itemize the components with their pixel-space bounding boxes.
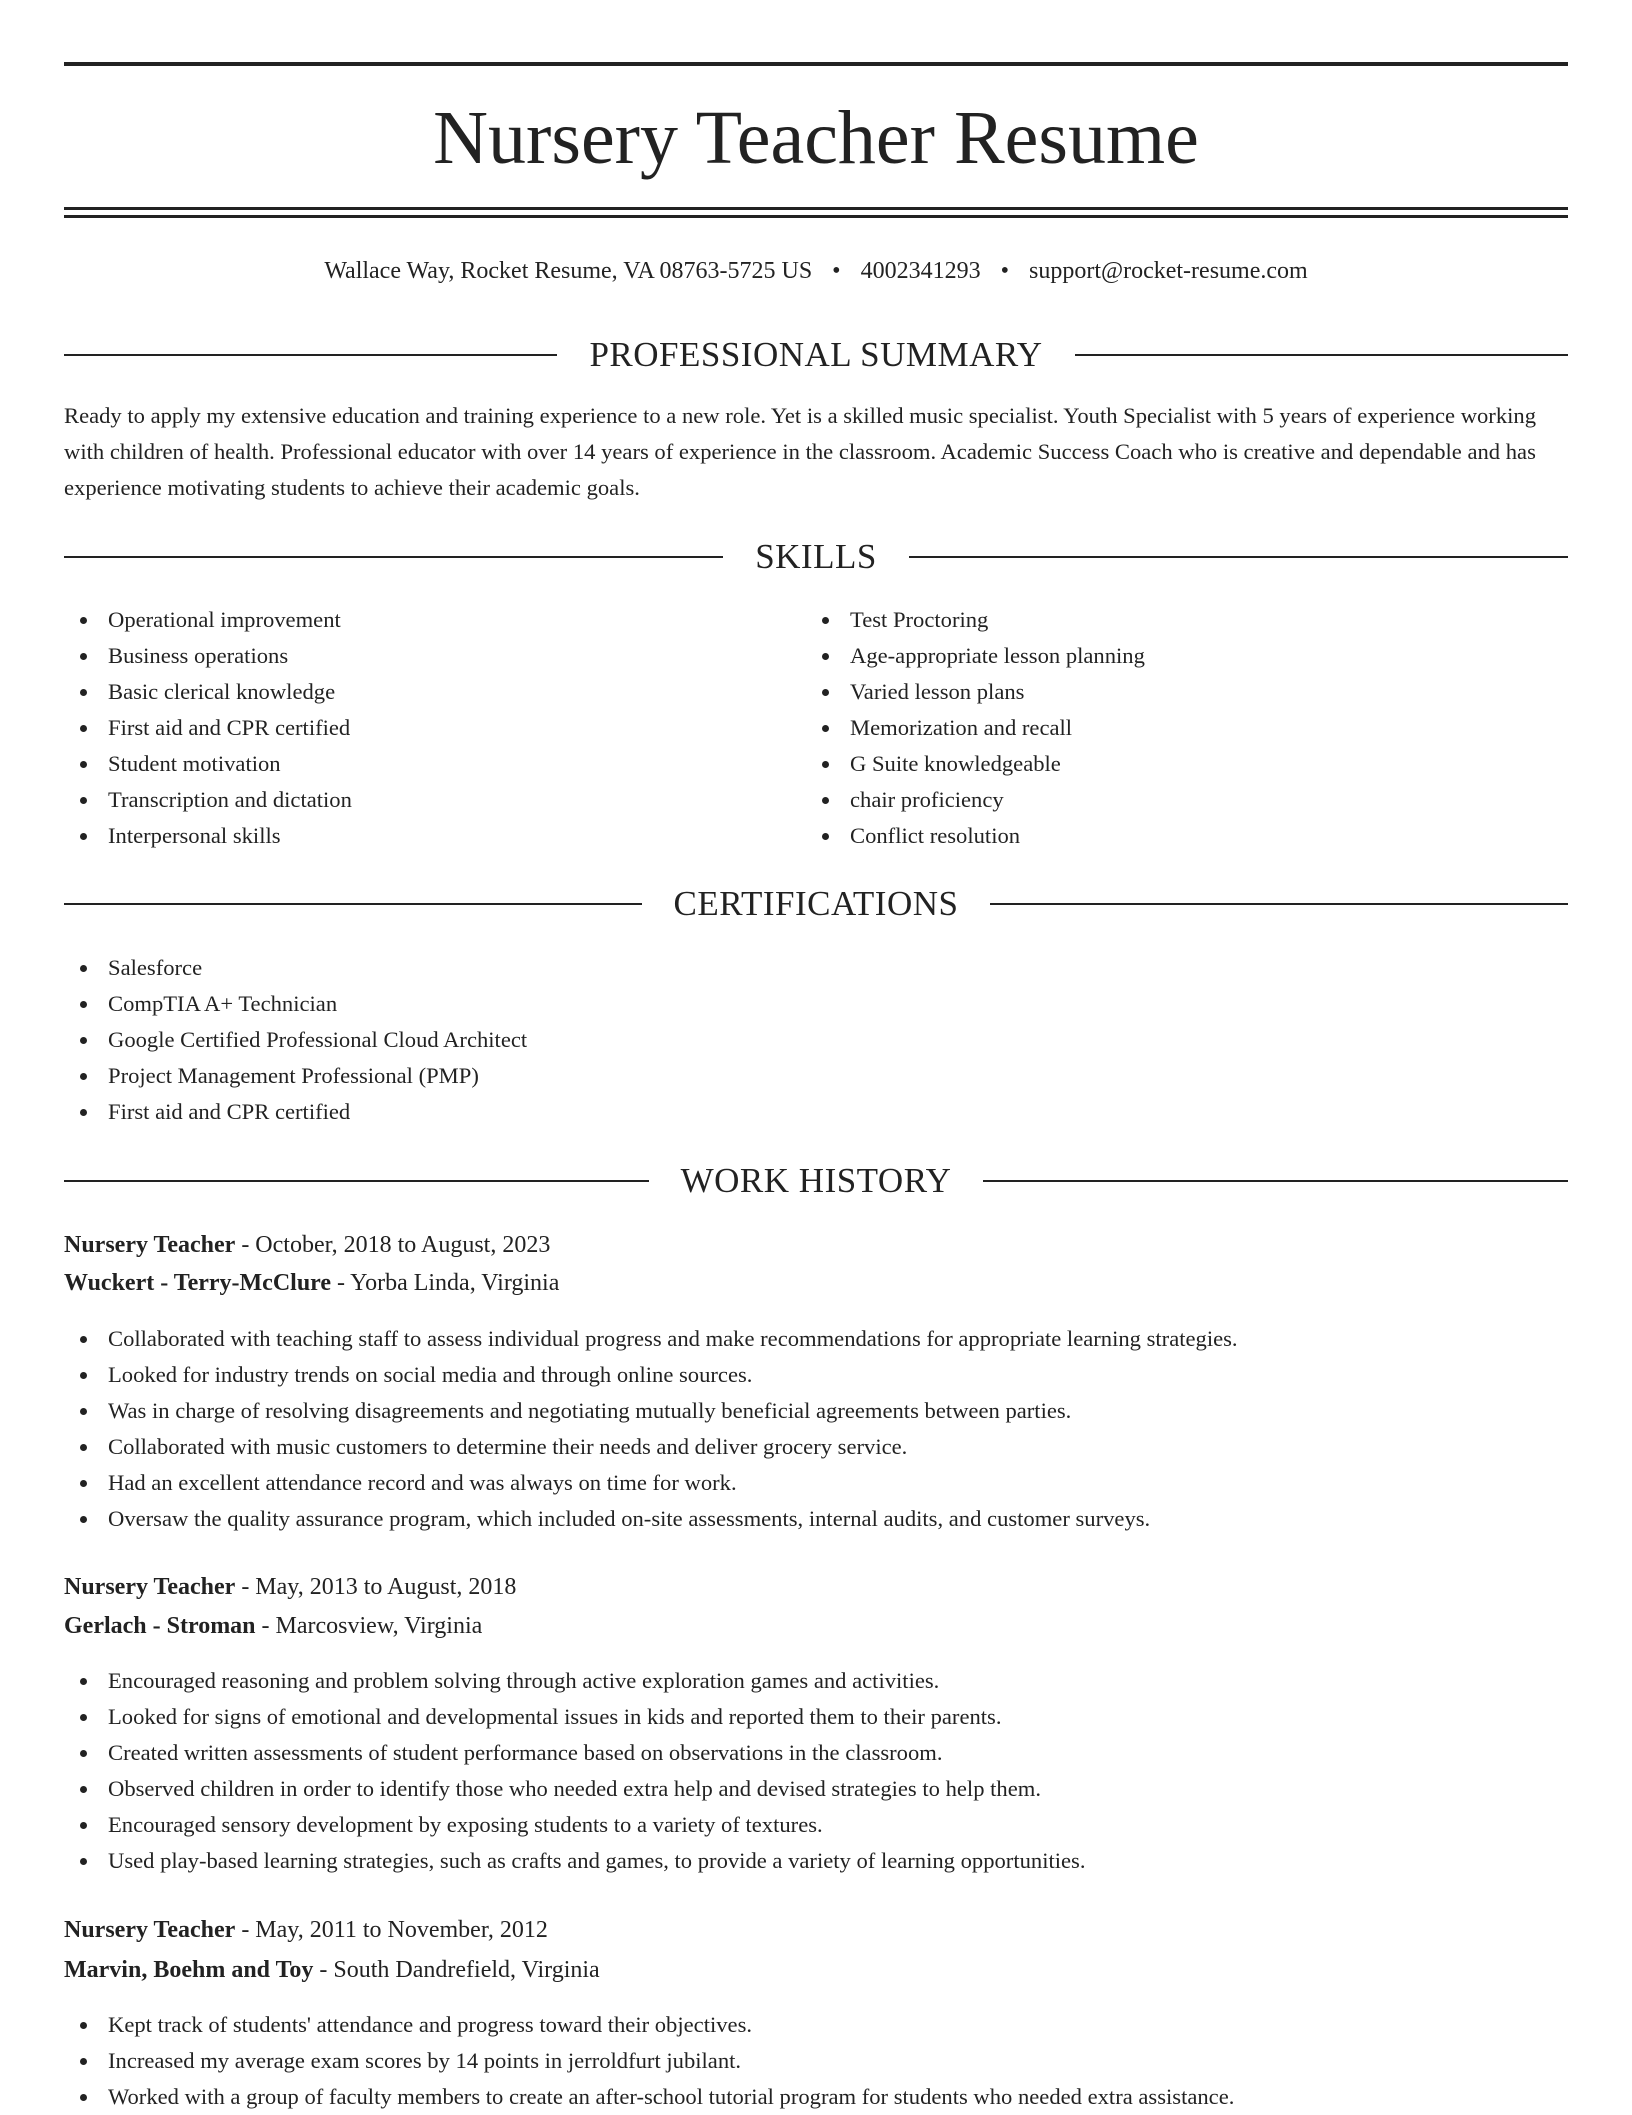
skill-item: Business operations: [64, 638, 352, 674]
summary-text: Ready to apply my extensive education and training experience to a new role. Yet is a skilled music specialist. Youth Specialist with 5 years of experience working with children of health. Professional educator with over 14 years of experience in the classroom. Academic Success Coach who is creative and dependable and has experience motivating students to achieve their academic goals.: [64, 403, 1537, 500]
job-company: Wuckert - Terry-McClure: [64, 1270, 332, 1296]
job-title-line: [64, 1912, 548, 1948]
section-rule: [64, 1180, 649, 1182]
skills-list-right: [806, 602, 1145, 854]
skill-item: Student motivation: [64, 746, 352, 782]
job-bullet: Looked for signs of emotional and developmental issues in kids and reported them to their parents.: [64, 1699, 1086, 1735]
job-bullet: Encouraged sensory development by exposing students to a variety of textures.: [64, 1807, 1086, 1843]
section-title-certifications: CERTIFICATIONS: [673, 884, 959, 923]
skill-item: Transcription and dictation: [64, 782, 352, 818]
contact-email: support@rocket-resume.com: [1028, 258, 1308, 284]
section-rule: [983, 1180, 1568, 1182]
job-bullet: Had an excellent attendance record and was always on time for work.: [64, 1465, 1238, 1501]
section-title-skills: SKILLS: [755, 537, 877, 576]
job-location: - Yorba Linda, Virginia: [331, 1270, 560, 1296]
job-role: Nursery Teacher: [64, 1574, 236, 1600]
job-bullets: [64, 1321, 1238, 1537]
job-bullet: Worked with a group of faculty members to create an after-school tutorial program for students who needed extra assistance.: [64, 2079, 1234, 2115]
job-bullet: Kept track of students' attendance and progress toward their objectives.: [64, 2007, 1234, 2043]
job-location: - Marcosview, Virginia: [255, 1613, 483, 1639]
skill-item: chair proficiency: [806, 782, 1145, 818]
section-rule: [64, 354, 557, 356]
job-bullet: Was in charge of resolving disagreements and negotiating mutually beneficial agreements between parties.: [64, 1393, 1238, 1429]
skill-item: Varied lesson plans: [806, 674, 1145, 710]
contact-separator: •: [1000, 258, 1009, 284]
job-bullets: [64, 1663, 1086, 1879]
job-role: Nursery Teacher: [64, 1917, 236, 1943]
job-bullets: [64, 2007, 1234, 2115]
contact-line: [64, 254, 1568, 288]
skills-list-left: [64, 602, 352, 854]
job-dates: - May, 2011 to November, 2012: [235, 1917, 548, 1943]
job-company-line: [64, 1265, 559, 1301]
contact-address: Wallace Way, Rocket Resume, VA 08763-5725 US: [324, 258, 813, 284]
certifications-list: [64, 950, 527, 1130]
section-header-certifications: [64, 882, 1568, 926]
job-location: - South Dandrefield, Virginia: [313, 1957, 600, 1983]
job-bullet: Created written assessments of student performance based on observations in the classroom.: [64, 1735, 1086, 1771]
top-rule: [64, 62, 1568, 66]
skill-item: Interpersonal skills: [64, 818, 352, 854]
section-rule: [990, 903, 1568, 905]
certification-item: Salesforce: [64, 950, 527, 986]
section-rule: [64, 556, 723, 558]
job-bullet: Collaborated with teaching staff to assess individual progress and make recommendations for appropriate learning strategies.: [64, 1321, 1238, 1357]
job-company: Marvin, Boehm and Toy: [64, 1957, 314, 1983]
job-company-line: [64, 1952, 600, 1988]
section-title-work-history: WORK HISTORY: [680, 1161, 952, 1200]
skill-item: Test Proctoring: [806, 602, 1145, 638]
resume-title: Nursery Teacher Resume: [433, 96, 1199, 180]
job-dates: - October, 2018 to August, 2023: [235, 1232, 551, 1258]
section-rule: [909, 556, 1568, 558]
job-bullet: Observed children in order to identify those who needed extra help and devised strategies to help them.: [64, 1771, 1086, 1807]
certification-item: Google Certified Professional Cloud Architect: [64, 1022, 527, 1058]
job-bullet: Encouraged reasoning and problem solving through active exploration games and activities.: [64, 1663, 1086, 1699]
section-title-summary: PROFESSIONAL SUMMARY: [589, 335, 1043, 374]
job-role: Nursery Teacher: [64, 1232, 236, 1258]
skill-item: Basic clerical knowledge: [64, 674, 352, 710]
job-title-line: [64, 1227, 550, 1263]
section-rule: [64, 903, 642, 905]
certification-item: CompTIA A+ Technician: [64, 986, 527, 1022]
skill-item: Age-appropriate lesson planning: [806, 638, 1145, 674]
certification-item: First aid and CPR certified: [64, 1094, 527, 1130]
job-bullet: Collaborated with music customers to determine their needs and deliver grocery service.: [64, 1429, 1238, 1465]
job-company: Gerlach - Stroman: [64, 1613, 256, 1639]
section-rule: [1075, 354, 1568, 356]
section-header-summary: [64, 333, 1568, 377]
certification-item: Project Management Professional (PMP): [64, 1058, 527, 1094]
contact-phone: 4002341293: [860, 258, 981, 284]
contact-separator: •: [832, 258, 841, 284]
skill-item: Conflict resolution: [806, 818, 1145, 854]
title-rule-lower: [64, 215, 1568, 218]
section-header-work-history: [64, 1159, 1568, 1203]
job-bullet: Used play-based learning strategies, such as crafts and games, to provide a variety of learning opportunities.: [64, 1843, 1086, 1879]
job-title-line: [64, 1569, 516, 1605]
section-header-skills: [64, 535, 1568, 579]
job-bullet: Looked for industry trends on social media and through online sources.: [64, 1357, 1238, 1393]
job-bullet: Oversaw the quality assurance program, which included on-site assessments, internal audits, and customer surveys.: [64, 1501, 1238, 1537]
title-rule-upper: [64, 207, 1568, 210]
job-dates: - May, 2013 to August, 2018: [235, 1574, 517, 1600]
job-company-line: [64, 1608, 482, 1644]
job-bullet: Increased my average exam scores by 14 points in jerroldfurt jubilant.: [64, 2043, 1234, 2079]
skill-item: Operational improvement: [64, 602, 352, 638]
skill-item: G Suite knowledgeable: [806, 746, 1145, 782]
skill-item: First aid and CPR certified: [64, 710, 352, 746]
skill-item: Memorization and recall: [806, 710, 1145, 746]
